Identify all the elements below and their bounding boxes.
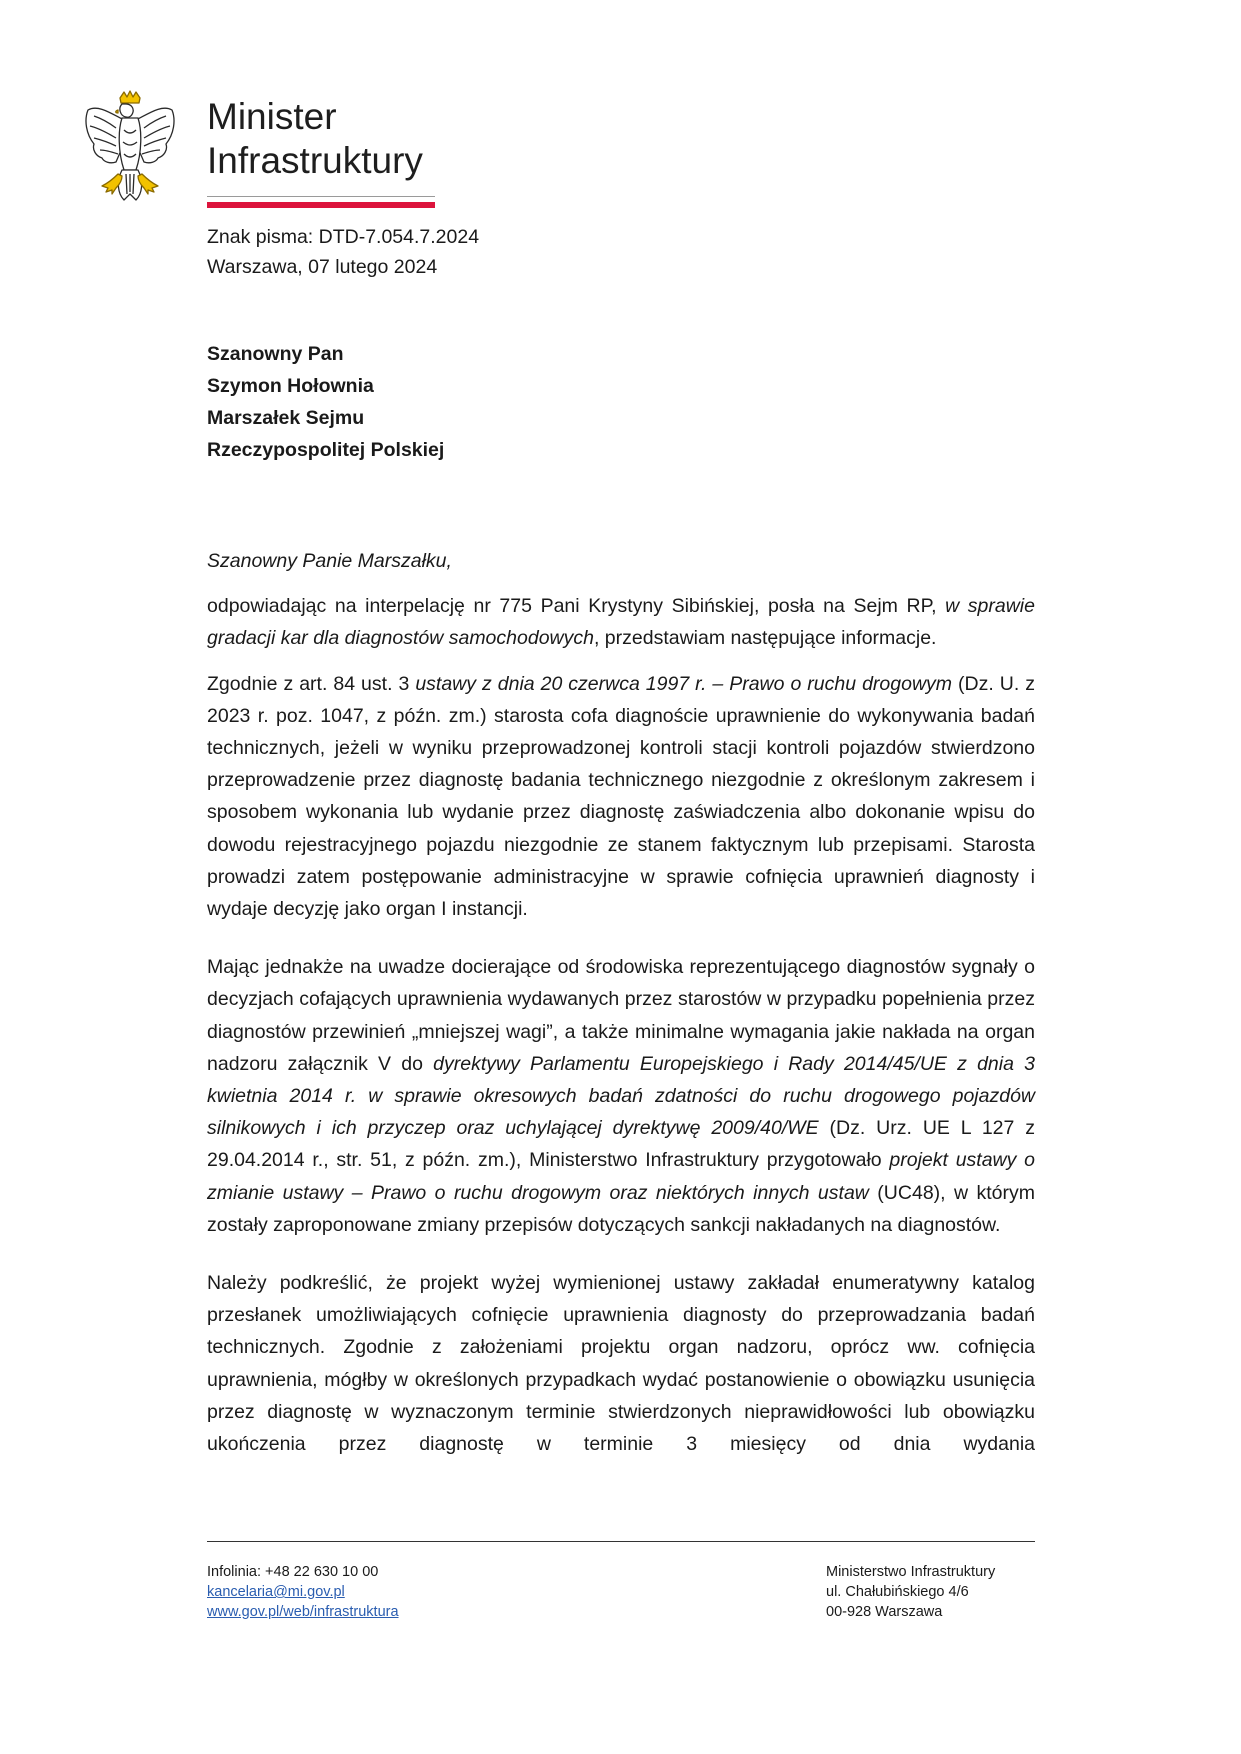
footer-infoline: Infolinia: +48 22 630 10 00 bbox=[207, 1564, 379, 1580]
paragraph-legal-basis bbox=[207, 668, 1035, 926]
recipient-block bbox=[207, 338, 444, 466]
brand-line-minister: Minister bbox=[207, 96, 337, 137]
text-span: Mając jednakże na uwadze docierające od środowiska reprezentującego diagnostów sygnały o decyzjach cofających uprawnienia wydawanych przez starostów w przypadku popełnienia przez diagnostów przewinień „mniejszej wagi”, a także minimalne wymagania jakie nakłada na organ nadzoru załącznik V do bbox=[207, 956, 1035, 1075]
recipient-line: Szymon Hołownia bbox=[207, 375, 374, 397]
polish-eagle-emblem-icon bbox=[82, 90, 178, 212]
paragraph-draft-law bbox=[207, 951, 1035, 1241]
salutation: Szanowny Panie Marszałku, bbox=[207, 550, 452, 572]
text-span: , przedstawiam następujące informacje. bbox=[593, 627, 937, 650]
letter-meta bbox=[207, 222, 479, 282]
brand-line-infrastruktury: Infrastruktury bbox=[207, 140, 423, 181]
italic-span: projekt ustawy o zmianie ustawy – Prawo o ruchu drogowym oraz niektórych innych ustaw bbox=[207, 1149, 1035, 1204]
brand-divider-red bbox=[207, 202, 435, 208]
place-date: Warszawa, 07 lutego 2024 bbox=[207, 256, 438, 278]
ministry-brand-logotype bbox=[207, 95, 423, 183]
italic-span: ustawy z dnia 20 czerwca 1997 r. – Prawo o ruchu drogowym bbox=[415, 672, 953, 695]
footer-contact bbox=[207, 1562, 399, 1622]
text-span: (Dz. U. z 2023 r. poz. 1047, z późn. zm.) starosta cofa diagnoście uprawnienie do wykonywania badań technicznych, jeżeli w wyniku przeprowadzonej kontroli stacji kontroli pojazdów stwierdzono przeprowadzenie przez diagnostę badania technicznego niezgodnie z określonym zakresem i sposobem wykonania lub wydanie przez diagnostę zaświadczenia albo dokonanie wpisu do dowodu rejestracyjnego pojazdu niezgodnie ze stanem faktycznym lub przepisami. Starosta prowadzi zatem postępowanie administracyjne w sprawie cofnięcia uprawnień diagnosty i wydaje decyzję jako organ I instancji. bbox=[207, 672, 1036, 921]
recipient-line: Marszałek Sejmu bbox=[207, 407, 365, 429]
footer-address bbox=[826, 1562, 995, 1622]
footer-website-link[interactable]: www.gov.pl/web/infrastruktura bbox=[207, 1604, 399, 1620]
text-span: Zgodnie z art. 84 ust. 3 bbox=[207, 672, 416, 695]
reference-number: Znak pisma: DTD-7.054.7.2024 bbox=[207, 226, 480, 248]
text-span: (Dz. Urz. UE L 127 z 29.04.2014 r., str. 51, z późn. zm.), Ministerstwo Infrastruktury przygotowało bbox=[207, 1117, 1035, 1172]
letter-body bbox=[207, 545, 1035, 1460]
text-span: (UC48), w którym zostały zaproponowane zmiany przepisów dotyczących sankcji nakładanych na diagnostów. bbox=[207, 1181, 1035, 1236]
footer-org-name: Ministerstwo Infrastruktury bbox=[826, 1564, 996, 1580]
italic-span: w sprawie gradacji kar dla diagnostów samochodowych bbox=[207, 595, 1035, 650]
footer-email-link[interactable]: kancelaria@mi.gov.pl bbox=[207, 1584, 345, 1600]
italic-span: dyrektywy Parlamentu Europejskiego i Rady 2014/45/UE z dnia 3 kwietnia 2014 r. w sprawie okresowych badań zdatności do ruchu drogowego pojazdów silnikowych i ich przyczep oraz uchylającej dyrektywę 2009/40/WE bbox=[207, 1052, 1035, 1140]
brand-divider-grey bbox=[207, 196, 435, 197]
paragraph-intro bbox=[207, 590, 1035, 654]
recipient-line: Szanowny Pan bbox=[207, 343, 344, 365]
footer-street: ul. Chałubińskiego 4/6 bbox=[826, 1584, 969, 1600]
footer-city: 00-928 Warszawa bbox=[826, 1604, 943, 1620]
text-span: odpowiadając na interpelację nr 775 Pani Krystyny Sibińskiej, posła na Sejm RP, bbox=[207, 595, 946, 618]
recipient-line: Rzeczypospolitej Polskiej bbox=[207, 439, 445, 461]
paragraph-sanctions: Należy podkreślić, że projekt wyżej wymienionej ustawy zakładał enumeratywny katalog przesłanek umożliwiających cofnięcie uprawnienia diagnosty do przeprowadzania badań technicznych. Zgodnie z założeniami projektu organ nadzoru, oprócz ww. cofnięcia uprawnienia, mógłby w określonych przypadkach wydać postanowienie o obowiązku usunięcia przez diagnostę w wyznaczonym terminie stwierdzonych nieprawidłowości lub obowiązku ukończenia przez diagnostę w terminie 3 miesięcy od dnia wydania bbox=[207, 1272, 1035, 1456]
footer-divider bbox=[207, 1541, 1035, 1542]
